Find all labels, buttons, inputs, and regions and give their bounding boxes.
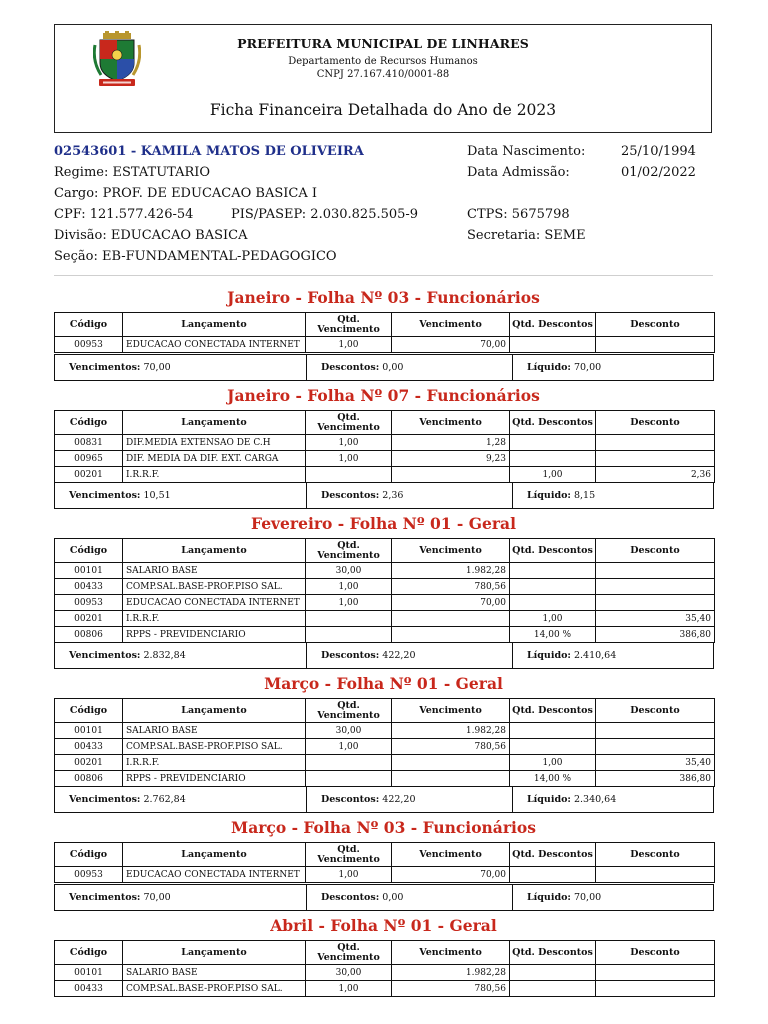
total-descontos-value: 0,00: [382, 892, 404, 903]
column-header-vencimento: Vencimento: [392, 313, 510, 337]
total-liquido: [512, 355, 713, 380]
total-descontos-label: Descontos:: [321, 490, 380, 501]
cell-vencimento: 1,28: [392, 435, 510, 451]
cell-lancamento: COMP.SAL.BASE-PROF.PISO SAL.: [123, 739, 306, 755]
total-liquido-value: 2.410,64: [573, 650, 617, 661]
cell-qtd-venc: 1,00: [306, 981, 392, 997]
column-header-desconto: Desconto: [596, 941, 715, 965]
cell-codigo: 00953: [55, 595, 123, 611]
column-header-qtd-venc: Qtd. Vencimento: [306, 539, 392, 563]
cell-qtd-venc: 1,00: [306, 739, 392, 755]
column-header-qtd-desc: Qtd. Descontos: [510, 843, 596, 867]
cell-codigo: 00831: [55, 435, 123, 451]
total-liquido-label: Líquido:: [527, 794, 571, 805]
column-header-codigo: Código: [55, 941, 123, 965]
cell-desconto: 386,80: [596, 771, 715, 787]
column-header-vencimento: Vencimento: [392, 411, 510, 435]
column-header-desconto: Desconto: [596, 411, 715, 435]
total-liquido: [512, 483, 713, 508]
cell-desconto: [596, 451, 715, 467]
table-header-row: [55, 941, 715, 965]
cell-desconto: 35,40: [596, 611, 715, 627]
column-header-lancamento: Lançamento: [123, 699, 306, 723]
cell-lancamento: COMP.SAL.BASE-PROF.PISO SAL.: [123, 981, 306, 997]
cell-codigo: 00953: [55, 337, 123, 353]
total-liquido-label: Líquido:: [527, 490, 571, 501]
total-vencimentos: [55, 355, 306, 380]
employee-cpf: CPF: 121.577.426-54: [54, 207, 194, 222]
total-liquido-value: 70,00: [573, 892, 602, 903]
cell-lancamento: SALARIO BASE: [123, 563, 306, 579]
table-row: [55, 579, 715, 595]
cell-lancamento: EDUCACAO CONECTADA INTERNET: [123, 595, 306, 611]
admission-date: 01/02/2022: [621, 165, 696, 180]
employee-ctps: CTPS: 5675798: [467, 207, 570, 222]
cell-desconto: [596, 435, 715, 451]
column-header-lancamento: Lançamento: [123, 313, 306, 337]
cell-vencimento: 1.982,28: [392, 965, 510, 981]
section-title: Março - Folha Nº 03 - Funcionários: [231, 818, 536, 837]
total-liquido: [512, 643, 713, 668]
table-row: [55, 965, 715, 981]
organization-name: PREFEITURA MUNICIPAL DE LINHARES: [237, 36, 529, 51]
cell-qtd-venc: 1,00: [306, 595, 392, 611]
cell-vencimento: 780,56: [392, 579, 510, 595]
cell-qtd-venc: [306, 611, 392, 627]
cell-codigo: 00806: [55, 627, 123, 643]
cell-vencimento: [392, 611, 510, 627]
column-header-codigo: Código: [55, 539, 123, 563]
cell-qtd-venc: 1,00: [306, 337, 392, 353]
column-header-codigo: Código: [55, 843, 123, 867]
column-header-vencimento: Vencimento: [392, 539, 510, 563]
cell-qtd-desc: 14,00 %: [510, 771, 596, 787]
column-header-desconto: Desconto: [596, 313, 715, 337]
cell-lancamento: SALARIO BASE: [123, 723, 306, 739]
cell-desconto: [596, 579, 715, 595]
employee-regime: Regime: ESTATUTARIO: [54, 165, 211, 180]
table-row: [55, 739, 715, 755]
column-header-lancamento: Lançamento: [123, 411, 306, 435]
cell-codigo: 00101: [55, 965, 123, 981]
column-header-codigo: Código: [55, 699, 123, 723]
cell-lancamento: EDUCACAO CONECTADA INTERNET: [123, 867, 306, 883]
total-descontos-value: 0,00: [382, 362, 404, 373]
cell-vencimento: 9,23: [392, 451, 510, 467]
cell-codigo: 00101: [55, 563, 123, 579]
table-row: [55, 451, 715, 467]
cell-lancamento: RPPS - PREVIDENCIARIO: [123, 771, 306, 787]
cell-codigo: 00965: [55, 451, 123, 467]
cell-vencimento: 780,56: [392, 981, 510, 997]
section-summary: [54, 642, 714, 669]
cell-qtd-desc: [510, 739, 596, 755]
column-header-vencimento: Vencimento: [392, 843, 510, 867]
birth-date-label: Data Nascimento:: [467, 144, 586, 159]
cell-qtd-desc: 1,00: [510, 467, 596, 483]
column-header-qtd-desc: Qtd. Descontos: [510, 411, 596, 435]
column-header-lancamento: Lançamento: [123, 539, 306, 563]
column-header-qtd-venc: Qtd. Vencimento: [306, 699, 392, 723]
cell-lancamento: I.R.R.F.: [123, 611, 306, 627]
payroll-table: [54, 698, 715, 787]
payroll-table: [54, 410, 715, 483]
cell-vencimento: [392, 627, 510, 643]
total-vencimentos-value: 2.832,84: [143, 650, 186, 661]
total-vencimentos: [55, 643, 306, 668]
cell-vencimento: [392, 771, 510, 787]
cell-vencimento: [392, 467, 510, 483]
department-name: Departamento de Recursos Humanos: [288, 56, 478, 67]
cell-vencimento: 1.982,28: [392, 563, 510, 579]
cell-vencimento: 780,56: [392, 739, 510, 755]
cell-codigo: 00201: [55, 611, 123, 627]
total-descontos-value: 422,20: [382, 650, 416, 661]
admission-date-label: Data Admissão:: [467, 165, 570, 180]
cell-qtd-desc: [510, 451, 596, 467]
total-liquido-label: Líquido:: [527, 362, 571, 373]
column-header-qtd-desc: Qtd. Descontos: [510, 313, 596, 337]
table-row: [55, 337, 715, 353]
cell-desconto: [596, 595, 715, 611]
cell-desconto: [596, 739, 715, 755]
payroll-table: [54, 842, 715, 883]
total-vencimentos-value: 70,00: [143, 362, 171, 373]
cell-qtd-venc: 1,00: [306, 435, 392, 451]
cell-codigo: 00806: [55, 771, 123, 787]
cell-qtd-desc: [510, 981, 596, 997]
column-header-desconto: Desconto: [596, 699, 715, 723]
payroll-table: [54, 538, 715, 643]
table-row: [55, 595, 715, 611]
column-header-qtd-desc: Qtd. Descontos: [510, 941, 596, 965]
employee-name: 02543601 - KAMILA MATOS DE OLIVEIRA: [54, 144, 364, 159]
cell-qtd-venc: [306, 755, 392, 771]
employee-secao: Seção: EB-FUNDAMENTAL-PEDAGOGICO: [54, 249, 337, 264]
cell-lancamento: EDUCACAO CONECTADA INTERNET: [123, 337, 306, 353]
cell-qtd-desc: [510, 337, 596, 353]
total-descontos-value: 422,20: [382, 794, 416, 805]
column-header-vencimento: Vencimento: [392, 941, 510, 965]
section-title: Março - Folha Nº 01 - Geral: [264, 674, 503, 693]
cell-qtd-venc: 30,00: [306, 563, 392, 579]
cell-qtd-desc: 14,00 %: [510, 627, 596, 643]
total-vencimentos-label: Vencimentos:: [69, 362, 141, 373]
cell-lancamento: I.R.R.F.: [123, 467, 306, 483]
cell-qtd-desc: [510, 965, 596, 981]
total-liquido-label: Líquido:: [527, 650, 571, 661]
payroll-table: [54, 312, 715, 353]
total-liquido-value: 70,00: [573, 362, 602, 373]
cell-codigo: 00433: [55, 739, 123, 755]
total-descontos-label: Descontos:: [321, 794, 380, 805]
table-row: [55, 867, 715, 883]
cell-qtd-venc: 1,00: [306, 451, 392, 467]
employee-pis: PIS/PASEP: 2.030.825.505-9: [231, 207, 419, 222]
total-vencimentos-label: Vencimentos:: [69, 650, 141, 661]
total-vencimentos-label: Vencimentos:: [69, 892, 141, 903]
cell-qtd-desc: [510, 723, 596, 739]
total-liquido-value: 2.340,64: [573, 794, 617, 805]
total-liquido: [512, 885, 713, 910]
cell-qtd-desc: [510, 579, 596, 595]
cell-lancamento: DIF. MEDIA DA DIF. EXT. CARGA: [123, 451, 306, 467]
cell-vencimento: [392, 755, 510, 771]
cell-qtd-desc: 1,00: [510, 611, 596, 627]
column-header-desconto: Desconto: [596, 539, 715, 563]
section-summary: [54, 354, 714, 381]
total-vencimentos: [55, 885, 306, 910]
table-header-row: [55, 699, 715, 723]
cell-lancamento: I.R.R.F.: [123, 755, 306, 771]
employee-divisao: Divisão: EDUCACAO BASICA: [54, 228, 248, 243]
cell-codigo: 00953: [55, 867, 123, 883]
cnpj: CNPJ 27.167.410/0001-88: [316, 69, 450, 80]
section-summary: [54, 482, 714, 509]
total-descontos: [306, 355, 512, 380]
total-vencimentos-label: Vencimentos:: [69, 794, 141, 805]
cell-desconto: 386,80: [596, 627, 715, 643]
cell-codigo: 00201: [55, 755, 123, 771]
table-row: [55, 755, 715, 771]
total-vencimentos-value: 70,00: [143, 892, 171, 903]
table-header-row: [55, 313, 715, 337]
document-header: [54, 24, 712, 133]
total-vencimentos-label: Vencimentos:: [69, 490, 141, 501]
cell-lancamento: SALARIO BASE: [123, 965, 306, 981]
cell-qtd-venc: 30,00: [306, 965, 392, 981]
cell-desconto: 35,40: [596, 755, 715, 771]
total-liquido-value: 8,15: [573, 490, 596, 501]
cell-lancamento: RPPS - PREVIDENCIARIO: [123, 627, 306, 643]
cell-qtd-venc: 1,00: [306, 867, 392, 883]
total-vencimentos-value: 10,51: [143, 490, 171, 501]
total-vencimentos: [55, 483, 306, 508]
cell-vencimento: 1.982,28: [392, 723, 510, 739]
cell-qtd-venc: [306, 467, 392, 483]
cell-qtd-desc: 1,00: [510, 755, 596, 771]
table-header-row: [55, 843, 715, 867]
total-descontos: [306, 483, 512, 508]
cell-codigo: 00201: [55, 467, 123, 483]
total-descontos-value: 2,36: [382, 490, 404, 501]
column-header-lancamento: Lançamento: [123, 941, 306, 965]
document-title: Ficha Financeira Detalhada do Ano de 2023: [209, 101, 557, 119]
section-summary: [54, 786, 714, 813]
table-row: [55, 467, 715, 483]
table-row: [55, 627, 715, 643]
column-header-lancamento: Lançamento: [123, 843, 306, 867]
total-vencimentos-value: 2.762,84: [143, 794, 186, 805]
column-header-qtd-venc: Qtd. Vencimento: [306, 843, 392, 867]
cell-codigo: 00101: [55, 723, 123, 739]
cell-qtd-venc: [306, 627, 392, 643]
table-row: [55, 723, 715, 739]
cell-vencimento: 70,00: [392, 337, 510, 353]
cell-desconto: [596, 337, 715, 353]
birth-date: 25/10/1994: [621, 144, 696, 159]
column-header-codigo: Código: [55, 411, 123, 435]
cell-desconto: [596, 723, 715, 739]
employee-cargo: Cargo: PROF. DE EDUCACAO BASICA I: [54, 186, 317, 201]
total-vencimentos: [55, 787, 306, 812]
column-header-vencimento: Vencimento: [392, 699, 510, 723]
cell-codigo: 00433: [55, 981, 123, 997]
employee-secretaria: Secretaria: SEME: [467, 228, 586, 243]
table-header-row: [55, 539, 715, 563]
cell-codigo: 00433: [55, 579, 123, 595]
section-title: Janeiro - Folha Nº 07 - Funcionários: [227, 386, 540, 405]
cell-desconto: [596, 867, 715, 883]
column-header-qtd-desc: Qtd. Descontos: [510, 699, 596, 723]
total-liquido: [512, 787, 713, 812]
table-row: [55, 611, 715, 627]
section-title: Janeiro - Folha Nº 03 - Funcionários: [227, 288, 540, 307]
cell-lancamento: DIF.MEDIA EXTENSAO DE C.H: [123, 435, 306, 451]
cell-desconto: [596, 563, 715, 579]
table-header-row: [55, 411, 715, 435]
section-title: Abril - Folha Nº 01 - Geral: [270, 916, 497, 935]
section-summary: [54, 884, 714, 911]
table-row: [55, 435, 715, 451]
column-header-qtd-venc: Qtd. Vencimento: [306, 313, 392, 337]
cell-desconto: [596, 965, 715, 981]
total-descontos: [306, 787, 512, 812]
payroll-table: [54, 940, 715, 997]
cell-vencimento: 70,00: [392, 867, 510, 883]
cell-qtd-venc: [306, 771, 392, 787]
cell-qtd-desc: [510, 595, 596, 611]
column-header-qtd-venc: Qtd. Vencimento: [306, 411, 392, 435]
total-descontos: [306, 885, 512, 910]
table-row: [55, 563, 715, 579]
cell-qtd-desc: [510, 867, 596, 883]
cell-lancamento: COMP.SAL.BASE-PROF.PISO SAL.: [123, 579, 306, 595]
column-header-desconto: Desconto: [596, 843, 715, 867]
column-header-codigo: Código: [55, 313, 123, 337]
cell-qtd-desc: [510, 563, 596, 579]
cell-qtd-desc: [510, 435, 596, 451]
separator: [54, 275, 713, 276]
total-descontos-label: Descontos:: [321, 892, 380, 903]
total-liquido-label: Líquido:: [527, 892, 571, 903]
cell-vencimento: 70,00: [392, 595, 510, 611]
cell-qtd-venc: 30,00: [306, 723, 392, 739]
cell-qtd-venc: 1,00: [306, 579, 392, 595]
total-descontos: [306, 643, 512, 668]
cell-desconto: [596, 981, 715, 997]
table-row: [55, 771, 715, 787]
section-title: Fevereiro - Folha Nº 01 - Geral: [251, 514, 516, 533]
total-descontos-label: Descontos:: [321, 362, 380, 373]
column-header-qtd-venc: Qtd. Vencimento: [306, 941, 392, 965]
table-row: [55, 981, 715, 997]
cell-desconto: 2,36: [596, 467, 715, 483]
total-descontos-label: Descontos:: [321, 650, 380, 661]
column-header-qtd-desc: Qtd. Descontos: [510, 539, 596, 563]
